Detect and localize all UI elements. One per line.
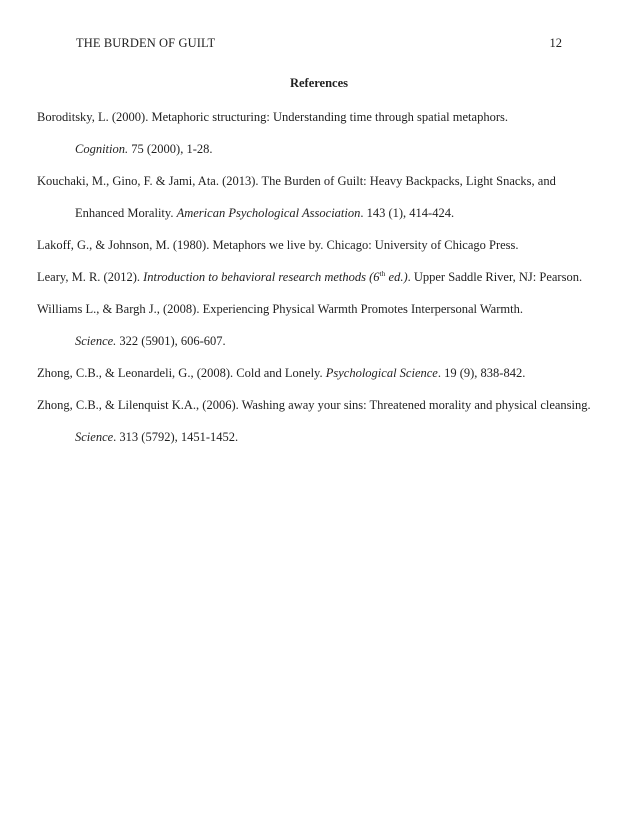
reference-item — [37, 357, 597, 389]
reference-item — [37, 165, 597, 229]
reference-source-edition: ed.) — [385, 270, 408, 284]
reference-details: . Upper Saddle River, NJ: Pearson. — [407, 270, 583, 284]
reference-source: American Psychological Association — [176, 206, 361, 220]
reference-details: 322 (5901), 606-607. — [116, 334, 226, 348]
references-heading: References — [289, 76, 349, 90]
reference-superscript: th — [379, 268, 386, 278]
reference-text: Zhong, C.B., & Leonardeli, G., (2008). Cold and Lonely. — [37, 366, 326, 380]
reference-item — [37, 389, 597, 453]
running-head: THE BURDEN OF GUILT — [76, 36, 216, 50]
reference-text: Leary, M. R. (2012). — [37, 270, 144, 284]
reference-text: Boroditsky, L. (2000). Metaphoric structuring: Understanding time through spatial metaphors. — [37, 110, 508, 124]
reference-details: 75 (2000), 1-28. — [128, 142, 213, 156]
reference-source: Introduction to behavioral research methods (6 — [143, 270, 380, 284]
reference-text: Zhong, C.B., & Lilenquist K.A., (2006). Washing away your sins: Threatened morality and physical cleansing. — [37, 398, 591, 412]
reference-details: . 19 (9), 838-842. — [437, 366, 526, 380]
reference-details: . 313 (5792), 1451-1452. — [113, 430, 239, 444]
reference-item — [37, 229, 597, 261]
reference-text: Williams L., & Bargh J., (2008). Experiencing Physical Warmth Promotes Interpersonal Warmth. — [37, 302, 523, 316]
reference-item — [37, 101, 597, 165]
reference-item — [37, 293, 597, 357]
reference-source: Cognition. — [75, 142, 129, 156]
reference-details: . 143 (1), 414-424. — [360, 206, 455, 220]
reference-source: Science. — [75, 334, 117, 348]
reference-source: Psychological Science — [325, 366, 438, 380]
reference-text: Lakoff, G., & Johnson, M. (1980). Metaphors we live by. Chicago: University of Chicago Press. — [37, 238, 519, 252]
page-number: 12 — [549, 36, 562, 50]
reference-source: Science — [75, 430, 114, 444]
reference-list — [37, 101, 597, 453]
reference-item — [37, 261, 597, 293]
reference-text: Kouchaki, M., Gino, F. & Jami, Ata. (2013). The Burden of Guilt: Heavy Backpacks, Light Snacks, and Enhanced Morality. — [37, 174, 556, 220]
